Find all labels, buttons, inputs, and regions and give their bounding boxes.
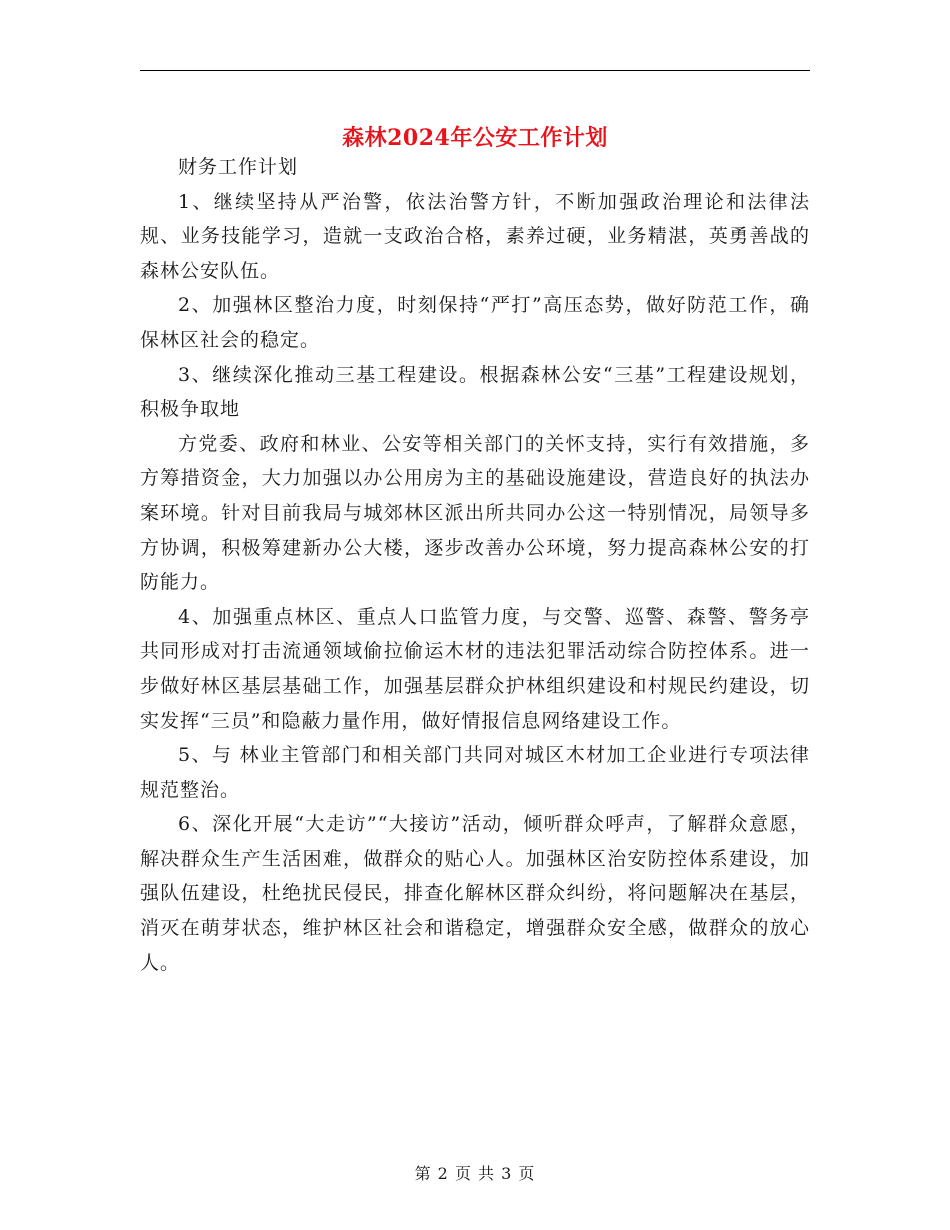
paragraph-item-1: 1、继续坚持从严治警，依法治警方针，不断加强政治理论和法律法规、业务技能学习，造就一支政治合格，素养过硬，业务精湛，英勇善战的森林公安队伍。 — [140, 190, 810, 282]
document-title: 森林2024年公安工作计划 — [342, 124, 608, 151]
paragraph-item-6: 6、深化开展“大走访”“大接访”活动，倾听群众呼声，了解群众意愿，解决群众生产生活困难，做群众的贴心人。加强林区治安防控体系建设，加强队伍建设，杜绝扰民侵民，排查化解林区群众纠纷，将问题解决在基层，消灭在萌芽状态，维护林区社会和谐稳定，增强群众安全感，做群众的放心人。 — [140, 813, 810, 974]
paragraph-item-5: 5、与 林业主管部门和相关部门共同对城区木材加工企业进行专项法律规范整治。 — [140, 744, 810, 801]
paragraph-item-2: 2、加强林区整治力度，时刻保持“严打”高压态势，做好防范工作，确保林区社会的稳定。 — [140, 294, 810, 351]
header-rule — [140, 70, 810, 71]
document-body — [140, 150, 810, 980]
paragraph-item-3-continued: 方党委、政府和林业、公安等相关部门的关怀支持，实行有效措施，多方筹措资金，大力加强以办公用房为主的基础设施建设，营造良好的执法办案环境。针对目前我局与城郊林区派出所共同办公这一特别情况，局领导多方协调，积极筹建新办公大楼，逐步改善办公环境，努力提高森林公安的打防能力。 — [140, 432, 810, 594]
paragraph-item-4: 4、加强重点林区、重点人口监管力度，与交警、巡警、森警、警务亭共同形成对打击流通领域偷拉偷运木材的违法犯罪活动综合防控体系。进一步做好林区基层基础工作，加强基层群众护林组织建设和村规民约建设，切实发挥“三员”和隐蔽力量作用，做好情报信息网络建设工作。 — [140, 605, 810, 732]
paragraph-item-3: 3、继续深化推动三基工程建设。根据森林公安“三基”工程建设规划，积极争取地 — [140, 363, 810, 421]
paragraph-heading: 财务工作计划 — [178, 156, 299, 178]
page-number-footer: 第 2 页 共 3 页 — [414, 1164, 536, 1183]
